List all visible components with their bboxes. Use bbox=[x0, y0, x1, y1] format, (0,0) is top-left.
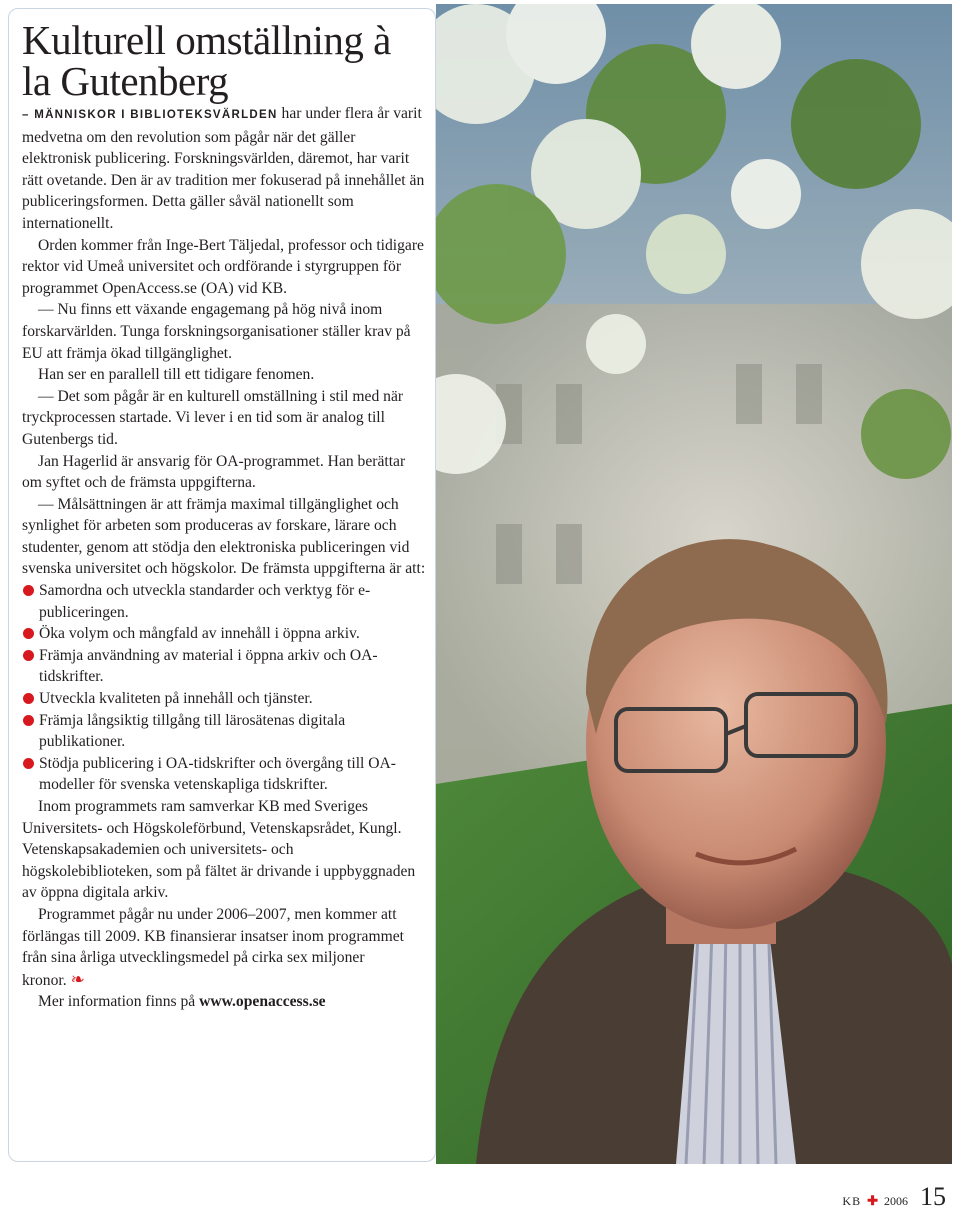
paragraph-9 bbox=[22, 904, 426, 991]
red-dot-icon bbox=[23, 758, 34, 769]
lede-paragraph bbox=[22, 103, 426, 235]
portrait-photo bbox=[436, 4, 952, 1164]
red-dot-icon bbox=[23, 628, 34, 639]
fleuron-icon: ❧ bbox=[70, 969, 85, 989]
paragraph-9-text: Programmet pågår nu under 2006–2007, men kommer att förlängas till 2009. KB finansierar insatser inom programmet från sina årliga utvecklingsmedel på cirka sex miljoner kronor. bbox=[22, 905, 404, 989]
task-list bbox=[22, 580, 426, 796]
task-list-item bbox=[22, 710, 426, 753]
title-line-1: Kulturell omställning à bbox=[22, 17, 391, 63]
lede-kicker: – MÄNNISKOR I BIBLIOTEKSVÄRLDEN bbox=[22, 109, 278, 121]
article bbox=[22, 17, 426, 1013]
more-info-text: Mer information finns på bbox=[38, 993, 200, 1011]
paragraph-2: Orden kommer från Inge-Bert Täljedal, professor och tidigare rektor vid Umeå universitet och ordförande i styrgruppen för programmet OpenAccess.se (OA) vid KB. bbox=[22, 236, 424, 297]
red-dot-icon bbox=[23, 650, 34, 661]
title-line-2: la Gutenberg bbox=[22, 58, 229, 104]
task-list-item bbox=[22, 623, 426, 645]
task-text: Främja långsiktig tillgång till lärosätenas digitala publikationer. bbox=[39, 711, 346, 751]
red-dot-icon bbox=[23, 715, 34, 726]
red-dot-icon bbox=[23, 693, 34, 704]
task-list-item bbox=[22, 645, 426, 688]
task-text: Stödja publicering i OA-tidskrifter och övergång till OA-modeller för svenska vetenskapliga tidskrifter. bbox=[39, 754, 396, 794]
paragraph-6: Jan Hagerlid är ansvarig för OA-programmet. Han berättar om syftet och de främsta uppgifterna. bbox=[22, 452, 406, 492]
page-number: 15 bbox=[920, 1182, 946, 1211]
paragraph-8: Inom programmets ram samverkar KB med Sveriges Universitets- och Högskoleförbund, Vetenskapsrådet, Kungl. Vetenskapsakademien och universitets- och högskolebiblioteken, som på fältet är drivande i uppbyggnaden av öppna digitala arkiv. bbox=[22, 798, 416, 902]
openaccess-link[interactable]: www.openaccess.se bbox=[199, 993, 326, 1011]
task-list-item bbox=[22, 688, 426, 710]
paragraph-3: — Nu finns ett växande engagemang på hög nivå inom forskarvärlden. Tunga forskningsorganisationer ställer krav på EU att främja ökad tillgänglighet. bbox=[22, 301, 411, 362]
red-dot-icon bbox=[23, 585, 34, 596]
article-title bbox=[22, 17, 426, 104]
paragraph-4: Han ser en parallell till ett tidigare fenomen. bbox=[38, 366, 315, 384]
task-text: Främja användning av material i öppna arkiv och OA-tidskrifter. bbox=[39, 646, 378, 686]
task-list-item bbox=[22, 580, 426, 623]
footer-year: 2006 bbox=[884, 1194, 908, 1208]
lede-text: har under flera år varit medvetna om den revolution som pågår när det gäller elektronisk publicering. Forskningsvärlden, däremot, har varit rätt ovetande. Den är av tradition mer fokuserad på innehållet än publiceringsformen. Detta gäller såväl nationellt som internationellt. bbox=[22, 105, 425, 232]
footer-kb-label: KB bbox=[842, 1194, 862, 1208]
task-text: Samordna och utveckla standarder och verktyg för e-publiceringen. bbox=[39, 582, 371, 621]
task-text: Öka volym och mångfald av innehåll i öppna arkiv. bbox=[39, 625, 360, 643]
paragraph-7: — Målsättningen är att främja maximal tillgänglighet och synlighet för arbeten som produceras av forskare, lärare och studenter, genom att stödja den elektroniska publiceringen vid svenska universitet och högskolor. De främsta uppgifterna är att: bbox=[22, 495, 426, 578]
task-text: Utveckla kvaliteten på innehåll och tjänster. bbox=[39, 690, 313, 708]
portrait-photo-illustration bbox=[436, 4, 952, 1164]
paragraph-5: — Det som pågår är en kulturell omställning i stil med när tryckprocessen startade. Vi lever i en tid som är analog till Gutenbergs tid. bbox=[22, 387, 404, 448]
red-cross-icon: ✚ bbox=[867, 1193, 878, 1208]
task-list-item bbox=[22, 753, 426, 796]
more-info bbox=[22, 991, 426, 1013]
page-footer bbox=[842, 1182, 946, 1212]
